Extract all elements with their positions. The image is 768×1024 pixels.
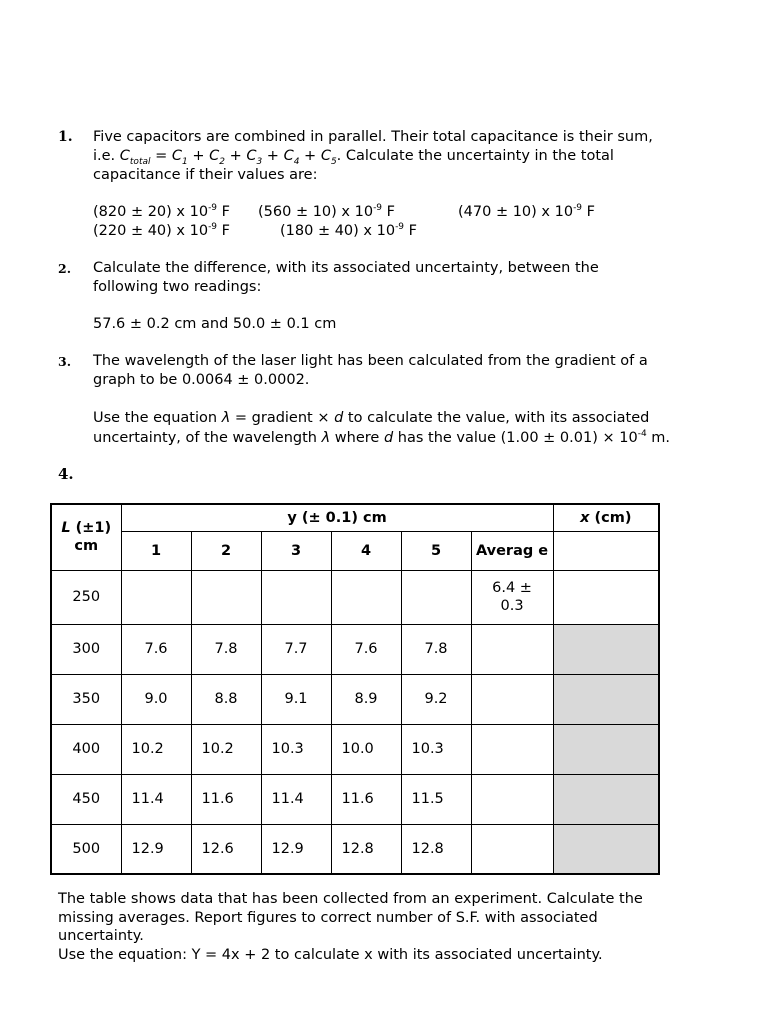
cell-y: 11.4 (261, 774, 331, 824)
cell-y: 10.2 (121, 724, 191, 774)
cell-y: 10.3 (261, 724, 331, 774)
header-col-average: Averag e (471, 531, 553, 570)
cell-x-shaded (553, 724, 659, 774)
cell-y (121, 570, 191, 624)
cell-y: 10.2 (191, 724, 261, 774)
question-2-readings: 57.6 ± 0.2 cm and 50.0 ± 0.1 cm (93, 316, 337, 332)
question-1-number: 1. (58, 129, 73, 145)
cell-y: 11.6 (331, 774, 401, 824)
cell-average (471, 824, 553, 874)
question-3-body (93, 352, 753, 448)
cell-y: 7.7 (261, 624, 331, 674)
cell-y (331, 570, 401, 624)
cell-y: 7.6 (121, 624, 191, 674)
header-L: L (±1) cm (51, 504, 121, 570)
capacitor-value-4: (220 ± 40) x $10^{-9}$ F (93, 222, 230, 239)
instructions-line-1: The table shows data that has been collected from an experiment. Calculate the (58, 891, 643, 907)
cell-y (261, 570, 331, 624)
cell-y: 11.4 (121, 774, 191, 824)
header-y: y (± 0.1) cm (121, 504, 553, 531)
cell-L: 300 (51, 624, 121, 674)
cell-y: 12.6 (191, 824, 261, 874)
cell-y: 12.8 (331, 824, 401, 874)
cell-y: 7.8 (191, 624, 261, 674)
cell-x-shaded (553, 824, 659, 874)
header-x: x (cm) (553, 504, 659, 531)
cell-x-shaded (553, 674, 659, 724)
cell-y: 10.3 (401, 724, 471, 774)
instructions-line-3: uncertainty. (58, 928, 144, 944)
cell-y: 11.6 (191, 774, 261, 824)
cell-L: 250 (51, 570, 121, 624)
table-row (51, 674, 659, 724)
instructions-line-4: Use the equation: Y = 4x + 2 to calculate x with its associated uncertainty. (58, 946, 603, 963)
cell-y: 12.9 (121, 824, 191, 874)
cell-y: 10.0 (331, 724, 401, 774)
cell-L: 350 (51, 674, 121, 724)
question-3-wavelength-line: uncertainty, of the wavelength λ where d has the value $(1.00 \pm 0.01) \times 10^{-4}$ m. (93, 429, 671, 446)
cell-average (471, 774, 553, 824)
header-col-4: 4 (331, 531, 401, 570)
cell-y: 12.8 (401, 824, 471, 874)
question-2-number: 2. (58, 261, 72, 276)
header-col-5: 5 (401, 531, 471, 570)
question-2-line-2: following two readings: (93, 279, 262, 295)
cell-average (471, 624, 553, 674)
capacitor-values-row-1 (93, 203, 718, 222)
table-row (51, 774, 659, 824)
question-2-line-1: Calculate the difference, with its associated uncertainty, between the (93, 260, 599, 276)
cell-x-shaded (553, 624, 659, 674)
cell-average: 6.4 ± 0.3 (471, 570, 553, 624)
cell-L: 450 (51, 774, 121, 824)
question-4-instructions (58, 890, 708, 964)
cell-y (401, 570, 471, 624)
cell-y: 11.5 (401, 774, 471, 824)
question-3-line-2: graph to be 0.0064 ± 0.0002. (93, 372, 310, 388)
instructions-line-2: missing averages. Report figures to correct number of S.F. with associated (58, 909, 598, 926)
table-header-row-2 (51, 531, 659, 570)
cell-y: 9.1 (261, 674, 331, 724)
header-x-empty (553, 531, 659, 570)
header-col-2: 2 (191, 531, 261, 570)
cell-y: 12.9 (261, 824, 331, 874)
question-4-number: 4. (58, 465, 74, 483)
header-col-1: 1 (121, 531, 191, 570)
cell-y: 7.6 (331, 624, 401, 674)
cell-y: 7.8 (401, 624, 471, 674)
data-table (50, 503, 660, 875)
capacitor-value-1: (820 ± 20) x $10^{-9}$ F (93, 203, 230, 220)
capacitor-value-2: (560 ± 10) x $10^{-9}$ F (258, 203, 395, 220)
cell-y: 8.9 (331, 674, 401, 724)
question-1-formula-line: i.e. $C_{total} = C_1 + C_2 + C_3 + C_4 + C_5$. Calculate the uncertainty in the total (93, 148, 614, 167)
cell-y: 9.0 (121, 674, 191, 724)
question-1-line-1: Five capacitors are combined in parallel. Their total capacitance is their sum, (93, 129, 653, 145)
cell-average (471, 674, 553, 724)
capacitor-values-row-2 (93, 222, 718, 241)
cell-y (191, 570, 261, 624)
cell-L: 400 (51, 724, 121, 774)
table-row (51, 824, 659, 874)
table-row (51, 624, 659, 674)
table-row (51, 570, 659, 624)
question-2-body (93, 259, 718, 334)
table-header-row-1 (51, 504, 659, 531)
cell-x-shaded (553, 774, 659, 824)
question-3-equation-line: Use the equation λ = gradient × d to calculate the value, with its associated (93, 410, 650, 426)
cell-L: 500 (51, 824, 121, 874)
capacitor-value-3: (470 ± 10) x $10^{-9}$ F (458, 203, 595, 220)
question-1-body (93, 128, 718, 241)
cell-y: 9.2 (401, 674, 471, 724)
table-row (51, 724, 659, 774)
cell-y: 8.8 (191, 674, 261, 724)
header-col-3: 3 (261, 531, 331, 570)
question-3-number: 3. (58, 354, 72, 369)
cell-x (553, 570, 659, 624)
question-1-line-3: capacitance if their values are: (93, 167, 318, 183)
question-3-line-1: The wavelength of the laser light has been calculated from the gradient of a (93, 353, 648, 369)
cell-average (471, 724, 553, 774)
capacitor-value-5: (180 ± 40) x $10^{-9}$ F (280, 222, 417, 239)
